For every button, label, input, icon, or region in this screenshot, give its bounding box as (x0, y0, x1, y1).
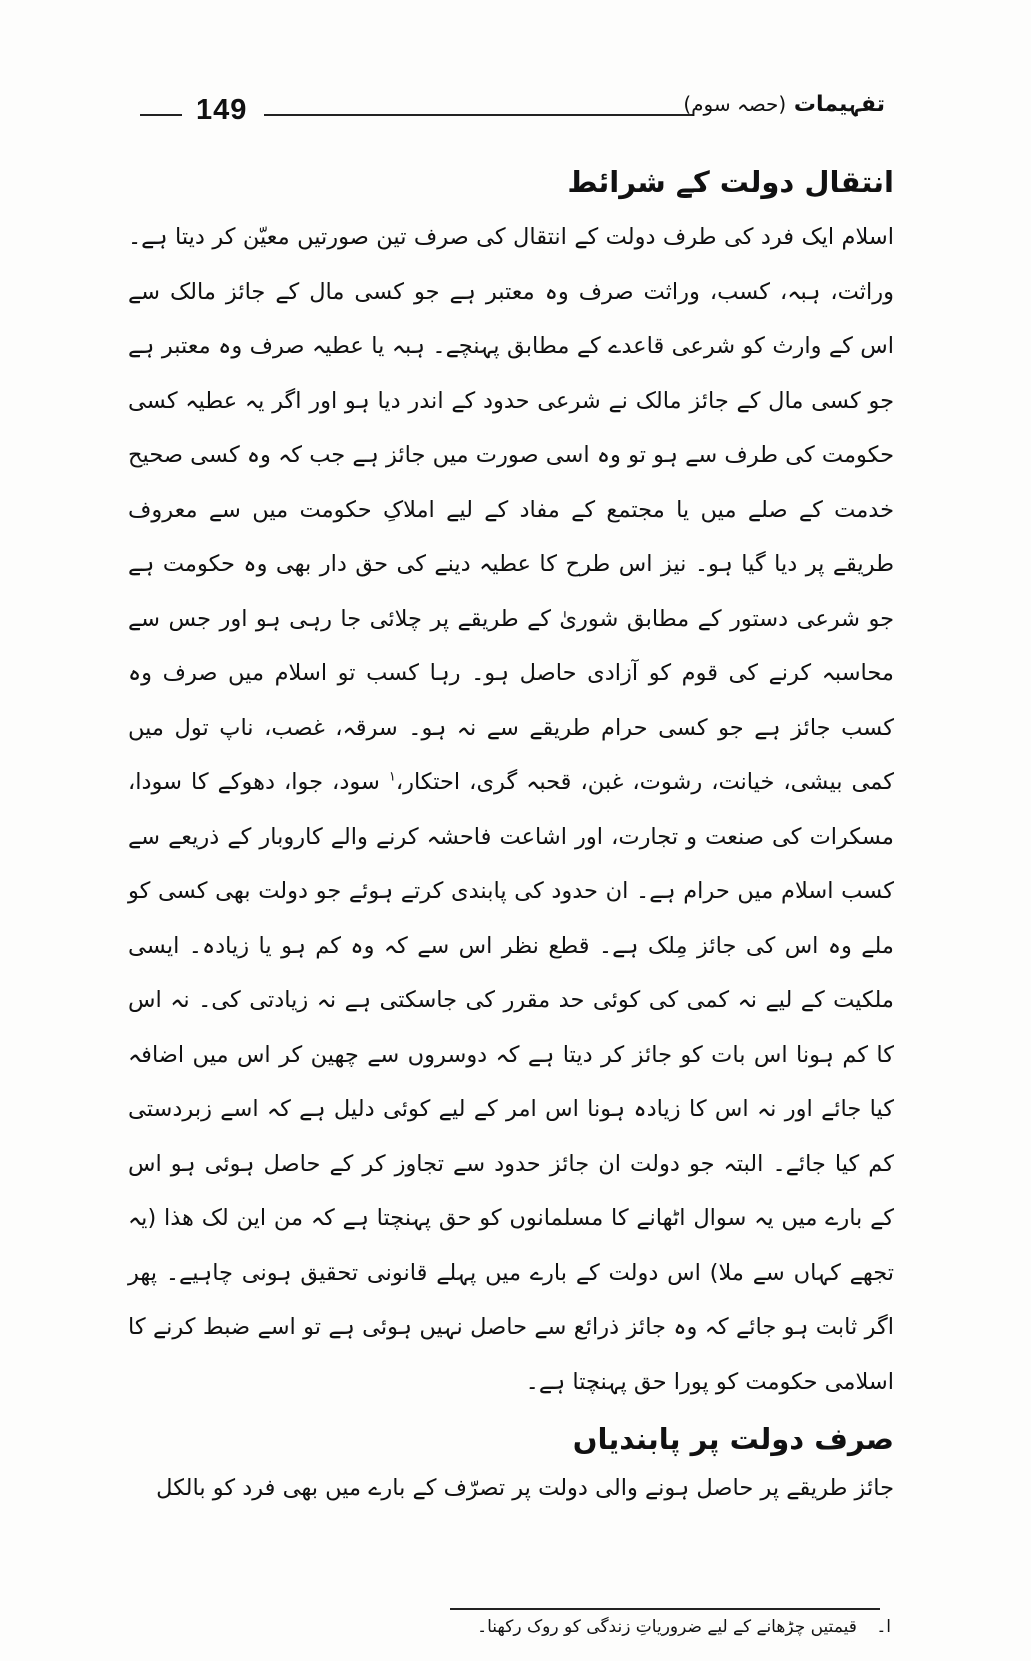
page-header (140, 92, 885, 132)
page-body (128, 160, 894, 1516)
footnote-separator (450, 1608, 880, 1610)
section-heading-wealth-transfer: انتقال دولت کے شرائط (567, 165, 894, 199)
body-paragraph-wealth-transfer (128, 210, 894, 1409)
footnote-text: قیمتیں چڑھانے کے لیے ضروریاتِ زندگی کو روک رکھنا۔ (477, 1617, 857, 1637)
section-heading-spending-limits: صرف دولت پر پابندیاں (572, 1422, 894, 1456)
footnote-reference[interactable]: ۱ (388, 769, 396, 785)
body-paragraph-spending-limits: جائز طریقے پر حاصل ہونے والی دولت پر تصرّف کے بارے میں بھی فرد کو بالکل (156, 1475, 894, 1501)
running-title-volume: (حصہ سوم) (683, 92, 787, 116)
page-number: 149 (196, 94, 248, 126)
paragraph-text-part-2: سود، جوا، دھوکے کا سودا، مسکرات کی صنعت و تجارت، اور اشاعت فاحشہ کرنے والے کاروبار کے ذریعے سے کسب اسلام میں حرام ہے۔ ان حدود کی پابندی کرتے ہوئے جو دولت بھی کسی کو ملے وہ اس کی جائز مِلک ہے۔ قطع نظر اس سے کہ وہ کم ہو یا زیادہ۔ ایسی ملکیت کے لیے نہ کمی کی کوئی حد مقرر کی جاسکتی ہے نہ زیادتی کی۔ نہ اس کا کم ہونا اس بات کو جائز کر دیتا ہے کہ دوسروں سے چھین کر اس میں اضافہ کیا جائے اور نہ اس کا زیادہ ہونا اس امر کے لیے کوئی دلیل ہے کہ اسے زبردستی کم کیا جائے۔ البتہ جو دولت ان جائز حدود سے تجاوز کر کے حاصل ہوئی ہو اس کے بارے میں یہ سوال اٹھانے کا مسلمانوں کو حق پہنچتا ہے کہ من این لک ھذا (یہ تجھے کہاں سے ملا) اس دولت کے بارے میں پہلے قانونی تحقیق ہونی چاہیے۔ پھر اگر ثابت ہو جائے کہ وہ جائز ذرائع سے حاصل نہیں ہوئی ہے تو اسے ضبط کرنے کا اسلامی حکومت کو پورا حق پہنچتا ہے۔ (128, 769, 894, 1395)
footnote (477, 1616, 891, 1637)
running-title-main: تفہیمات (793, 92, 885, 117)
footnote-marker: ا۔ (876, 1617, 891, 1637)
header-rule-middle (264, 114, 694, 116)
paragraph-text-part-1: اسلام ایک فرد کی طرف دولت کے انتقال کی صرف تین صورتیں معیّن کر دیتا ہے۔ وراثت، ہبہ، کسب، وراثت صرف وہ معتبر ہے جو کسی مال کے جائز مالک سے اس کے وارث کو شرعی قاعدے کے مطابق پہنچے۔ ہبہ یا عطیہ صرف وہ معتبر ہے جو کسی مال کے جائز مالک نے شرعی حدود کے اندر دیا ہو اور اگر یہ عطیہ کسی حکومت کی طرف سے ہو تو وہ اسی صورت میں جائز ہے جب کہ وہ کسی صحیح خدمت کے صلے میں یا مجتمع کے مفاد کے لیے املاکِ حکومت میں سے معروف طریقے پر دیا گیا ہو۔ نیز اس طرح کا عطیہ دینے کی حق دار بھی وہ حکومت ہے جو شرعی دستور کے مطابق شوریٰ کے طریقے پر چلائی جا رہی ہو اور جس سے محاسبہ کرنے کی قوم کو آزادی حاصل ہو۔ رہا کسب تو اسلام میں صرف وہ کسب جائز ہے جو کسی حرام طریقے سے نہ ہو۔ سرقہ، غصب، ناپ تول میں کمی بیشی، خیانت، رشوت، غبن، قحبہ گری، احتکار، (128, 224, 894, 795)
header-rule-left (140, 114, 182, 116)
running-title (683, 92, 885, 117)
